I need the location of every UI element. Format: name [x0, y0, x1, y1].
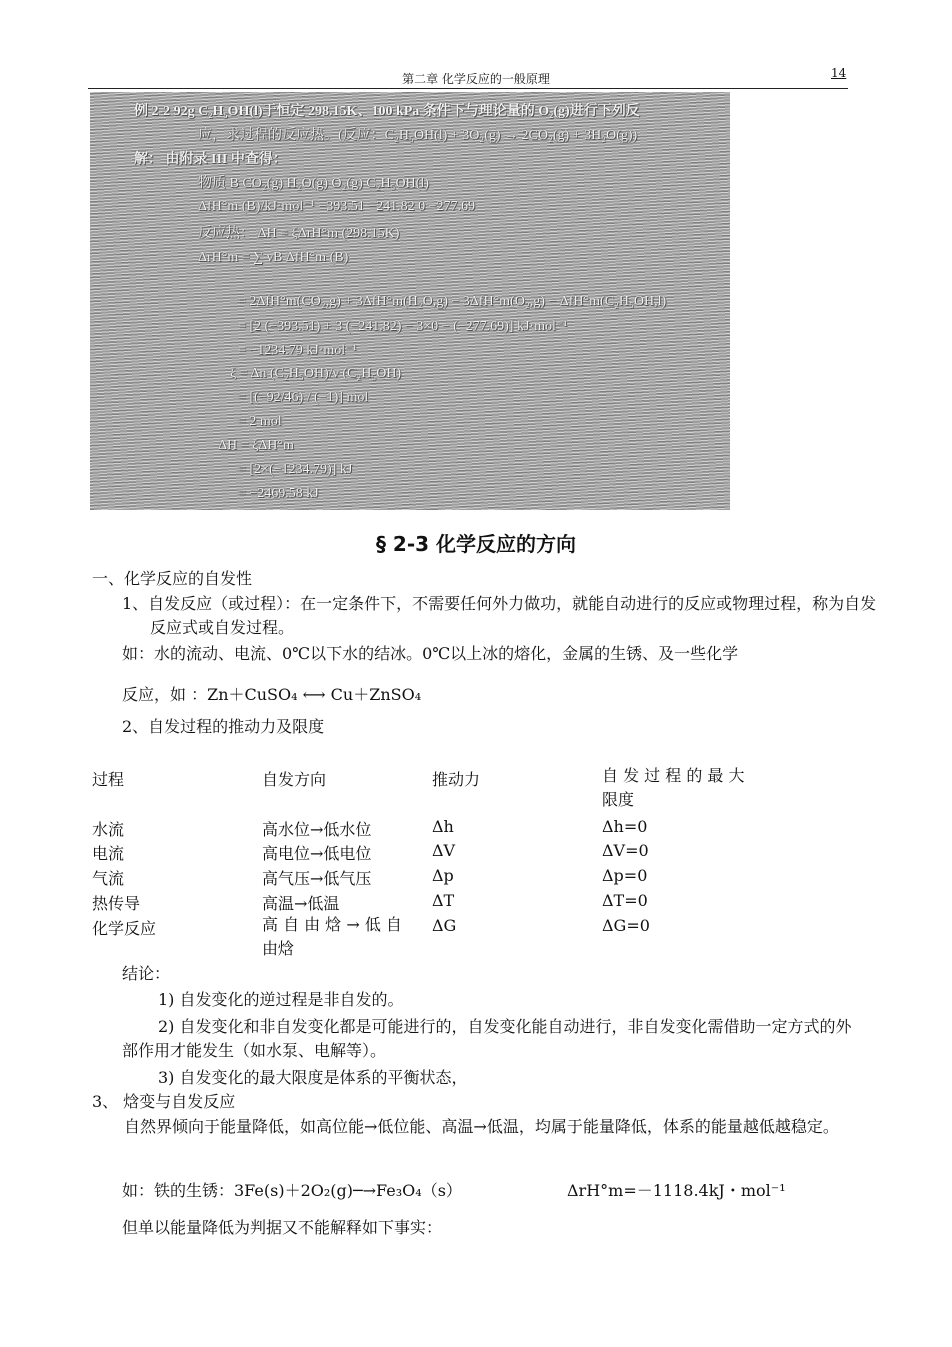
table-cell: Δh	[432, 817, 454, 836]
scanned-example-image	[90, 92, 730, 510]
section3-enthalpy: ΔrH°m=－1118.4kJ・mol⁻¹	[567, 1181, 786, 1200]
table-cell: ΔT	[432, 891, 455, 910]
table-cell: ΔG	[432, 916, 457, 935]
scan-line: = −2469.58 kJ	[238, 486, 319, 501]
table-cell: 高水位→低水位	[262, 820, 372, 839]
scan-line: = [(−92/46) / (−1)] mol	[238, 390, 369, 405]
scan-line: = −1234.79 kJ·mol⁻¹	[238, 343, 357, 358]
running-header-title: 第二章 化学反应的一般原理	[402, 72, 550, 86]
page-number: 14	[831, 66, 847, 80]
table-cell: ΔT=0	[602, 891, 648, 910]
header-divider	[88, 88, 848, 89]
example-line-2: 反应，如 ：Zn＋CuSO₄ ⟷ Cu＋ZnSO₄	[122, 685, 422, 704]
section3-paragraph: 自然界倾向于能量降低，如高位能→低位能、高温→低温，均属于能量降低，体系的能量越低越稳定。	[124, 1117, 839, 1136]
table-cell: Δp=0	[602, 866, 648, 885]
table-cell: ΔV=0	[602, 841, 649, 860]
scan-line: = 2 mol	[238, 414, 282, 429]
scan-line: ΔfH°m (B)/kJ·mol⁻¹ −393.51 −241.82 0 −277.69	[198, 199, 475, 214]
table-header-direction: 自发方向	[262, 770, 327, 789]
conclusion-label: 结论：	[122, 964, 171, 983]
scan-line: ΔrH°m = ∑ νB ΔfH°m (B)	[198, 250, 349, 265]
conclusion-1: 1) 自发变化的逆过程是非自发的。	[158, 990, 404, 1009]
table-cell: ΔG=0	[602, 916, 650, 935]
scan-line: = [2×(−1234.79)] kJ	[238, 462, 353, 477]
table-cell: Δh=0	[602, 817, 648, 836]
scan-line: ΔH = ξΔH°m	[218, 438, 294, 453]
table-cell: 高气压→低气压	[262, 869, 372, 888]
table-cell: 高电位→低电位	[262, 844, 372, 863]
scan-line: = [2 (−393.51) + 3 (−241.82) − 3×0 − (−277.69)] kJ·mol⁻¹	[238, 319, 568, 334]
table-header-process: 过程	[92, 770, 125, 789]
table-cell: 高温→低温	[262, 894, 340, 913]
example-line-1: 如：水的流动、电流、0℃以下水的结冰。0℃以上冰的熔化，金属的生锈、及一些化学	[122, 644, 739, 663]
table-header-limit: 自 发 过 程 的 最 大 限度	[602, 766, 745, 809]
item-driving-force: 2、自发过程的推动力及限度	[122, 717, 325, 736]
table-cell: 高 自 由 焓 → 低 自 由焓	[262, 915, 402, 958]
conclusion-3: 3) 自发变化的最大限度是体系的平衡状态，	[158, 1068, 468, 1087]
section3-example: 如：铁的生锈：3Fe(s)＋2O₂(g)─→Fe₃O₄（s）	[122, 1181, 462, 1200]
table-cell: 化学反应	[92, 919, 157, 938]
conclusion-2: 2) 自发变化和非自发变化都是可能进行的，自发变化能自动进行，非自发变化需借助一定方式的外部作用才能发生（如水泵、电解等）。	[122, 1017, 852, 1060]
section3-last-line: 但单以能量降低为判据又不能解释如下事实：	[122, 1218, 443, 1237]
table-cell: Δp	[432, 866, 454, 885]
scan-line: 例 2-2 92g C₂H₅OH(l)于恒定 298.15K、100 kPa 条件下与理论量的 O₂(g)进行下列反	[134, 104, 640, 119]
table-header-driving-force: 推动力	[432, 770, 481, 789]
table-cell: 热传导	[92, 894, 141, 913]
item-spontaneous-reaction: 1、自发反应（或过程）：在一定条件下，不需要任何外力做功，就能自动进行的反应或物理过程，称为自发反应式或自发过程。	[122, 594, 877, 637]
scan-line: 反应热： ΔH = ξΔrH°m (298.15K)	[198, 226, 400, 241]
table-cell: 电流	[92, 844, 125, 863]
heading-spontaneity: 一、化学反应的自发性	[92, 569, 253, 588]
scan-line: = 2ΔfH°m(CO₂,g) + 3ΔfH°m(H₂O,g) − 3ΔfH°m(O₂,g) − ΔfH°m(C₂H₅OH,l)	[238, 294, 667, 309]
scan-line: 解： 由附录 III 中查得：	[134, 152, 287, 167]
section-title: § 2-3 化学反应的方向	[375, 532, 577, 556]
table-cell: ΔV	[432, 841, 456, 860]
table-cell: 水流	[92, 820, 125, 839]
section3-title: 3、 焓变与自发反应	[92, 1092, 236, 1111]
scan-line: 应，求过程的反应热。(反应：C₂H₅OH(l) + 3O₂(g) → 2CO₂(g) + 3H₂O(g))	[198, 128, 638, 143]
table-cell: 气流	[92, 869, 125, 888]
scan-line: 物质 B CO₂(g) H₂O(g) O₂(g) C₂H₅OH(l)	[198, 176, 429, 191]
scan-line: ξ = Δn (C₂H₅OH)/ν (C₂H₅OH)	[230, 366, 402, 381]
